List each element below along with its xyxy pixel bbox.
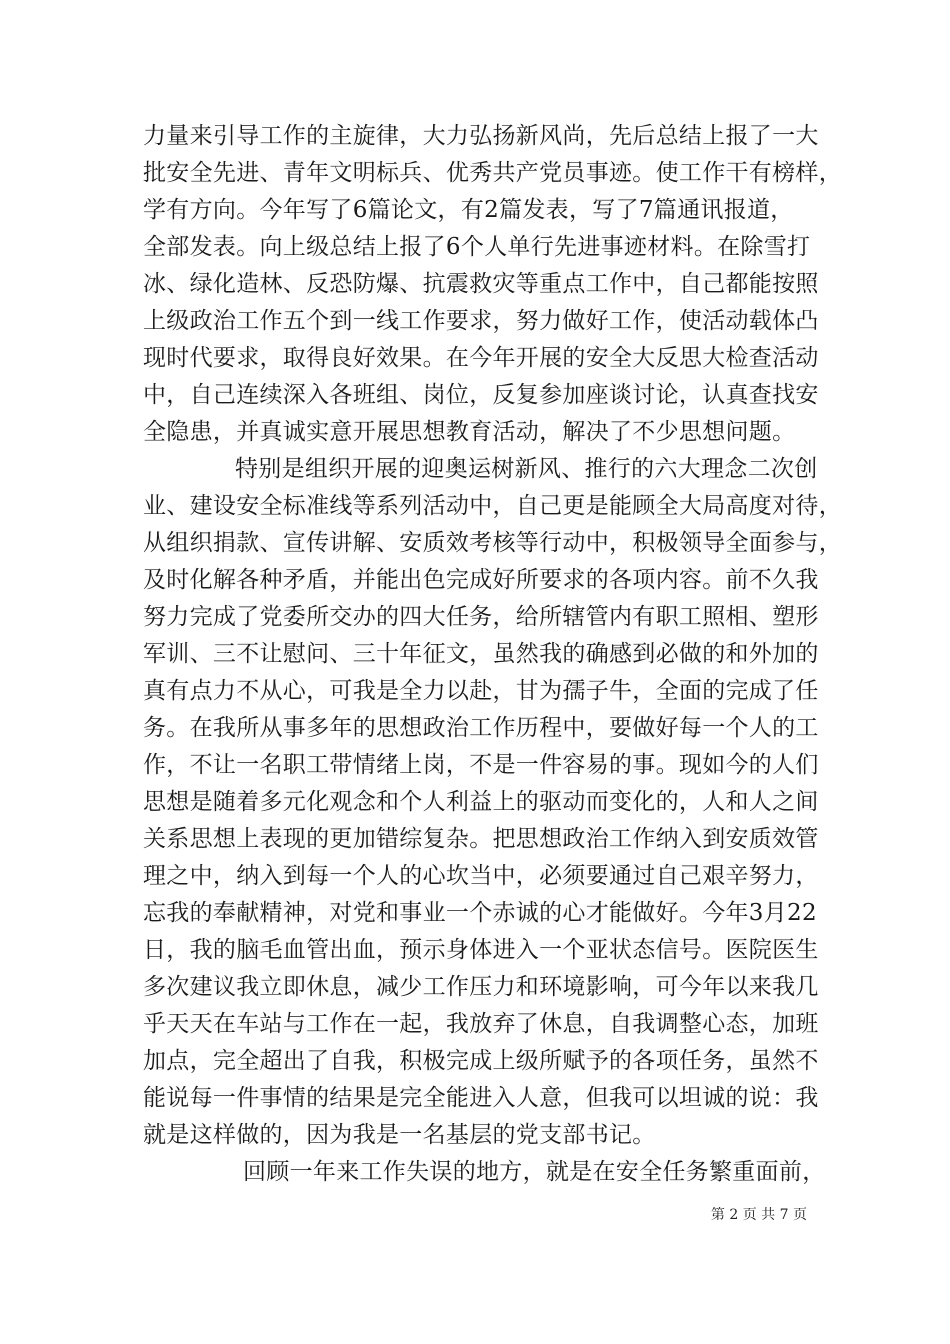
- text-line: 学有方向。今年写了6篇论文，有2篇发表，写了7篇通讯报道，: [143, 197, 794, 223]
- text-line: 务。在我所从事多年的思想政治工作历程中，要做好每一个人的工: [143, 715, 819, 741]
- text-line: 努力完成了党委所交办的四大任务，给所辖管内有职工照相、塑形: [143, 604, 819, 630]
- paragraph-first-line: 回顾一年来工作失误的地方，就是在安全任务繁重面前，: [243, 1159, 826, 1185]
- paragraph-first-line: 特别是组织开展的迎奥运树新风、推行的六大理念二次创: [235, 456, 818, 482]
- text-line: 理之中，纳入到每一个人的心坎当中，必须要通过自己艰辛努力，: [143, 863, 819, 889]
- text-line: 力量来引导工作的主旋律，大力弘扬新风尚，先后总结上报了一大: [143, 123, 819, 149]
- text-line: 从组织捐款、宣传讲解、安质效考核等行动中，积极领导全面参与，: [143, 530, 842, 556]
- text-line: 上级政治工作五个到一线工作要求，努力做好工作，使活动载体凸: [143, 308, 819, 334]
- text-line: 乎天天在车站与工作在一起，我放弃了休息，自我调整心态，加班: [143, 1011, 819, 1037]
- text-line: 忘我的奉献精神，对党和事业一个赤诚的心才能做好。今年3月22: [143, 900, 817, 926]
- text-line: 就是这样做的，因为我是一名基层的党支部书记。: [143, 1122, 656, 1148]
- text-line: 及时化解各种矛盾，并能出色完成好所要求的各项内容。前不久我: [143, 567, 819, 593]
- text-line: 批安全先进、青年文明标兵、优秀共产党员事迹。使工作干有榜样，: [143, 160, 842, 186]
- text-line: 多次建议我立即休息，减少工作压力和环境影响，可今年以来我几: [143, 974, 819, 1000]
- page-number: 第 2 页 共 7 页: [710, 1207, 807, 1223]
- body-text: [143, 118, 842, 1191]
- text-line: 加点，完全超出了自我，积极完成上级所赋予的各项任务，虽然不: [143, 1048, 819, 1074]
- text-line: 能说每一件事情的结果是完全能进入人意，但我可以坦诚的说：我: [143, 1085, 819, 1111]
- text-line: 冰、绿化造林、反恐防爆、抗震救灾等重点工作中，自己都能按照: [143, 271, 819, 297]
- text-line: 军训、三不让慰问、三十年征文，虽然我的确感到必做的和外加的: [143, 641, 819, 667]
- text-line: 作，不让一名职工带情绪上岗，不是一件容易的事。现如今的人们: [143, 752, 819, 778]
- text-line: 全部发表。向上级总结上报了6个人单行先进事迹材料。在除雪打: [143, 234, 811, 260]
- text-line: 中，自己连续深入各班组、岗位，反复参加座谈讨论，认真查找安: [143, 382, 819, 408]
- text-line: 业、建设安全标准线等系列活动中，自己更是能顾全大局高度对待，: [143, 493, 842, 519]
- text-line: 现时代要求，取得良好效果。在今年开展的安全大反思大检查活动: [143, 345, 819, 371]
- text-line: 全隐患，并真诚实意开展思想教育活动，解决了不少思想问题。: [143, 419, 796, 445]
- text-line: 真有点力不从心，可我是全力以赴，甘为孺子牛，全面的完成了任: [143, 678, 819, 704]
- text-line: 思想是随着多元化观念和个人利益上的驱动而变化的，人和人之间: [143, 789, 819, 815]
- text-line: 日，我的脑毛血管出血，预示身体进入一个亚状态信号。医院医生: [143, 937, 819, 963]
- text-line: 关系思想上表现的更加错综复杂。把思想政治工作纳入到安质效管: [143, 826, 819, 852]
